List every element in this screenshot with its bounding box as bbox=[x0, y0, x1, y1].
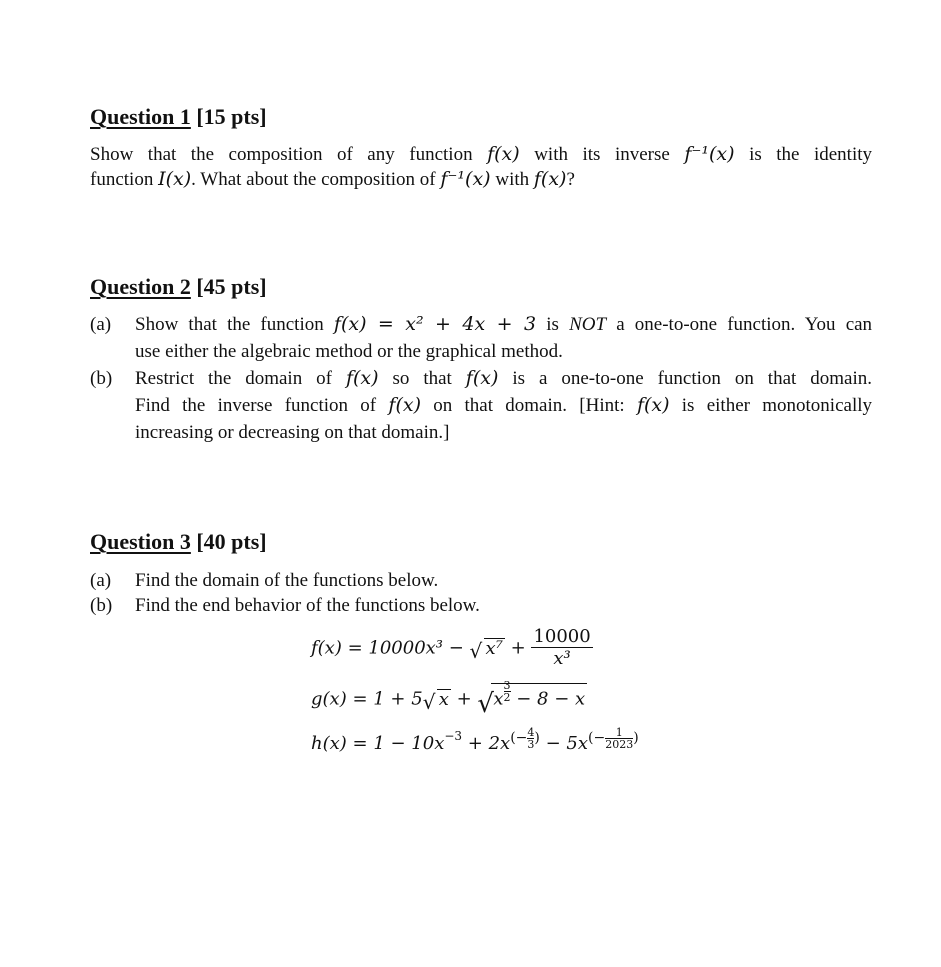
q2b-line-3: increasing or decreasing on that domain.] bbox=[135, 422, 450, 443]
q2a-line-2: use either the algebraic method or the graphical method. bbox=[135, 341, 563, 362]
question-1-body bbox=[90, 142, 872, 192]
part-label: (b) bbox=[90, 595, 113, 616]
question-1-number: Question 1 bbox=[90, 104, 191, 129]
question-3-part-a: (a) Find the domain of the functions below. bbox=[90, 570, 439, 591]
square-root: √ x bbox=[422, 688, 449, 714]
question-3-number: Question 3 bbox=[90, 529, 191, 554]
q2b-line-2: Find the inverse function of f(x) on that domain. [Hint: f(x) is either monotonically bbox=[135, 394, 872, 416]
exponent-group: (− 4 3 ) bbox=[510, 725, 540, 751]
document-page bbox=[90, 0, 872, 967]
equation-h: $h(x) = 1 - 10x^{-3} + 2x^{(- \frac{4}{3} )} - 5x^{(- \frac{1}{2023} )}$ bbox=[311, 725, 639, 754]
question-2-part-a bbox=[90, 312, 872, 366]
question-1-points: [15 pts] bbox=[196, 104, 267, 129]
equation-f: f(x) = 10000x³ − √ x⁷ + $\frac{10000}{\text{x³}}$ bbox=[311, 626, 591, 669]
question-3-points: [40 pts] bbox=[196, 529, 267, 554]
question-3-part-b: (b) Find the end behavior of the functions below. bbox=[90, 595, 480, 616]
question-2-points: [45 pts] bbox=[196, 274, 267, 299]
q2a-line-1: Show that the function f(x) = x² + 4x + 3 is NOT a one-to-one function. You can bbox=[135, 313, 873, 335]
exponent-fraction: $\frac{3}{2}$ bbox=[503, 679, 511, 704]
exponent-group: (− 1 2023 ) bbox=[588, 725, 639, 751]
fraction: $\frac{10000}{\text{x³}}$ bbox=[533, 626, 591, 669]
q2b-line-1: Restrict the domain of f(x) so that f(x) is a one-to-one function on that domain. bbox=[135, 367, 872, 389]
question-2-part-b bbox=[90, 366, 872, 448]
question-2-number: Question 2 bbox=[90, 274, 191, 299]
square-root: √ x⁷ bbox=[469, 637, 503, 663]
question-3-heading bbox=[90, 528, 267, 556]
equation-g: g(x) = 1 + 5 √ x + √ x $\frac{3}{2}$ − 8 − x bbox=[311, 679, 586, 719]
question-2-heading bbox=[90, 273, 267, 301]
question-1-line-2: function I(x). What about the composition of f⁻¹(x) with f(x)? bbox=[90, 168, 575, 190]
question-1-heading bbox=[90, 103, 267, 131]
part-label: (b) bbox=[90, 368, 113, 389]
part-label: (a) bbox=[90, 570, 112, 591]
question-1-line-1: Show that the composition of any function f(x) with its inverse f⁻¹(x) is the identity bbox=[90, 143, 873, 165]
part-label: (a) bbox=[90, 314, 112, 335]
square-root: √ x $\frac{3}{2}$ − 8 − x bbox=[477, 679, 586, 719]
